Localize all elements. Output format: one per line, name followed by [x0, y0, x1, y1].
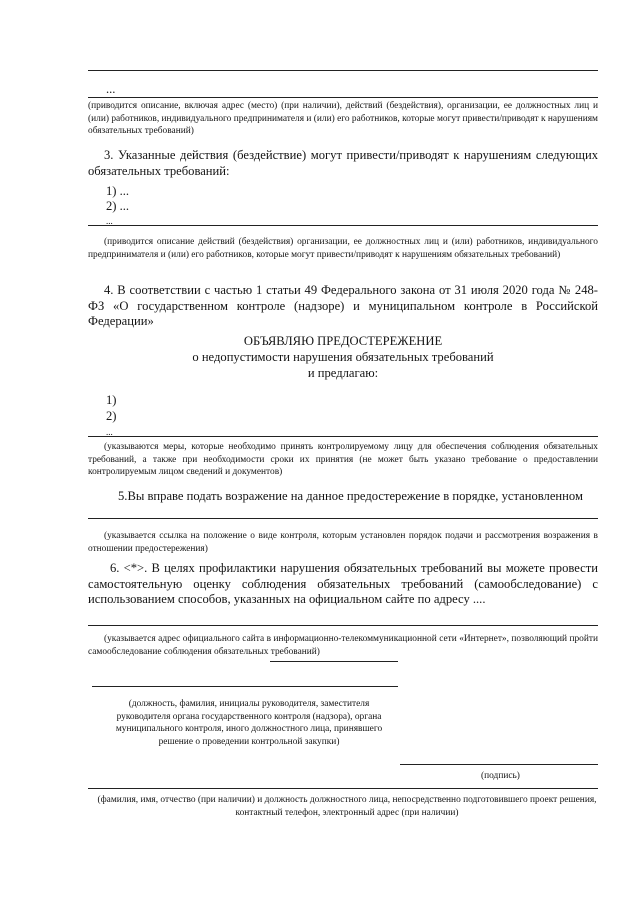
list-item: 2): [106, 409, 117, 423]
note-official: (должность, фамилия, инициалы руководителя, заместителя руководителя органа государственного контроля (надзора), органа муниципального контроля, иного должностного лица, принявшего решение о проведении контрольной закупки): [115, 699, 383, 747]
note-website: (указывается адрес официального сайта в информационно-телекоммуникационной сети «Интернет», позволяющий пройти самообследование соблюдения обязательных требований): [88, 634, 598, 657]
note-preparer: (фамилия, имя, отчество (при наличии) и должность должностного лица, непосредственно подготовившего проект решения, контактный телефон, электронный адрес (при наличии): [97, 795, 597, 818]
signature-line: [400, 764, 598, 765]
section-4-text: 4. В соответствии с частью 1 статьи 49 Федерального закона от 31 июля 2020 года № 248-ФЗ «О государственном контроле (надзоре) и муниципальном контроле в Российской Федерации»: [88, 283, 598, 328]
declaration-title: ОБЪЯВЛЯЮ ПРЕДОСТЕРЕЖЕНИЕ: [243, 334, 443, 348]
note-objection: (указывается ссылка на положение о виде контроля, которым установлен порядок подачи и рассмотрения возражения в отношении предостережения): [88, 531, 598, 554]
section-6-text: 6. <*>. В целях профилактики нарушения обязательных требований вы можете провести самостоятельную оценку соблюдения обязательных требований (самообследование) с использованием способов, указанных на официальном сайте по адресу ....: [88, 561, 598, 606]
divider-line: [92, 686, 398, 687]
divider-line: [88, 225, 598, 226]
divider-line: [88, 70, 598, 71]
note-violation-description: (приводится описание, включая адрес (место) (при наличии), действий (бездействия), организации, ее должностных лиц и (или) работников, индивидуального предпринимателя и (или) его работников, которые могут привести/приводят к нарушениям обязательных требований): [88, 101, 598, 136]
divider-line: [88, 518, 598, 519]
list-item: ...: [106, 216, 113, 226]
section-3-text: 3. Указанные действия (бездействие) могут привести/приводят к нарушениям следующих обязательных требований:: [88, 148, 598, 178]
note-measures: (указываются меры, которые необходимо принять контролируемому лицу для обеспечения соблюдения обязательных требований, а также при необходимости сроки их принятия (не может быть указано требование о предоставлении контролируемым лицом сведений и документов): [88, 442, 598, 477]
divider-line: [88, 97, 598, 98]
top-dots: ...: [106, 82, 116, 96]
divider-line: [88, 625, 598, 626]
divider-line: [88, 436, 598, 437]
list-item: 1): [106, 393, 117, 407]
section-5-text: 5.Вы вправе подать возражение на данное предостережение в порядке, установленном: [118, 489, 583, 503]
list-item: ...: [106, 427, 113, 437]
divider-line: [88, 788, 598, 789]
note-actions: (приводится описание действий (бездействия) организации, ее должностных лиц и (или) работников, индивидуального предпринимателя и (или) его работников, которые могут привести/приводят к нарушениям обязательных требований): [88, 237, 598, 260]
signature-label: (подпись): [481, 771, 520, 781]
declaration-subtitle: о недопустимости нарушения обязательных требований: [192, 350, 494, 364]
list-item: 2) ...: [106, 199, 130, 213]
declaration-proposal: и предлагаю:: [307, 366, 379, 380]
divider-line: [270, 661, 398, 662]
list-item: 1) ...: [106, 184, 130, 198]
